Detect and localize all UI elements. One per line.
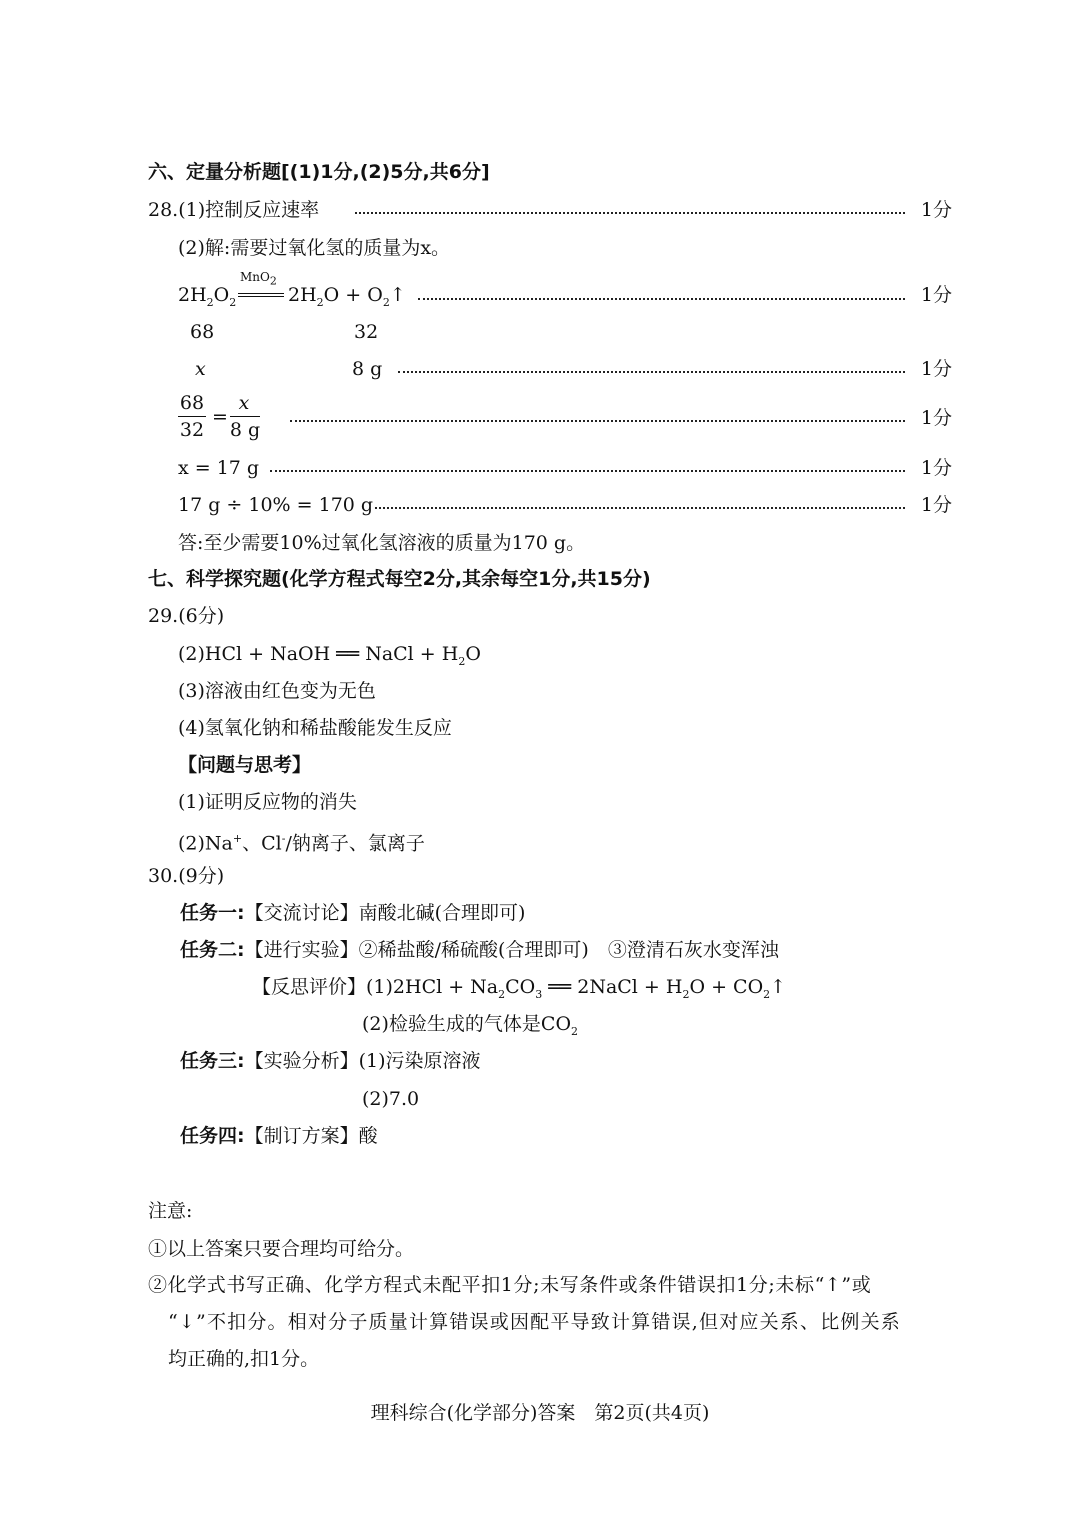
page-footer: 理科综合(化学部分)答案 第2页(共4页) (370, 1402, 710, 1424)
calculation: 17 g ÷ 10% = 170 g (178, 494, 374, 516)
note-2-line3: 均正确的,扣1分。 (168, 1348, 320, 1370)
reflection-2: (2)检验生成的气体是$CO_2$ (362, 1013, 579, 1038)
fraction-bar (178, 416, 206, 417)
mass-32: 32 (354, 321, 379, 343)
mass-68: 68 (190, 321, 215, 343)
task4: 任务四:【制订方案】酸 (180, 1125, 378, 1147)
reflection-1: 【反思评价】$(1)2HCl + Na_2CO_3$ ══ 2NaCl + $H_2O$ + $CO_2↑$ (252, 976, 787, 1001)
task3-2: (2)7.0 (362, 1088, 420, 1110)
q29-2: (2)HCl + NaOH ══ NaCl + $H_2O$ (178, 643, 481, 668)
score-3: 1分 (920, 358, 952, 380)
score-5: 1分 (920, 457, 952, 479)
section6-heading: 六、定量分析题[(1)1分,(2)5分,共6分] (148, 161, 490, 183)
note-2-line2: “↓”不扣分。相对分子质量计算错误或因配平导致计算错误,但对应关系、比例关系 (168, 1311, 901, 1333)
q28-part2: (2)解:需要过氧化氢的质量为x。 (178, 237, 451, 259)
think-1: (1)证明反应物的消失 (178, 791, 357, 813)
leader-dots (290, 420, 905, 422)
catalyst-label: MnO$_2$ (240, 270, 277, 288)
leader-dots (398, 371, 905, 373)
leader-dots (270, 470, 905, 472)
score-2: 1分 (920, 284, 952, 306)
reaction-equation (178, 282, 236, 316)
task1: 任务一:【交流讨论】南酸北碱(合理即可) (180, 902, 526, 924)
think-2: (2)Na+、Cl-/钠离子、氯离子 (178, 832, 425, 855)
leader-dots (418, 298, 905, 300)
task2-label: 任务二: (180, 939, 245, 961)
products: $2H_2O$ + $O_2↑$ (288, 284, 406, 309)
task2: 任务二:【进行实验】②稀盐酸/稀硫酸(合理即可) ③澄清石灰水变浑浊 (180, 939, 779, 961)
q28-part1: 28.(1)控制反应速率 (148, 199, 320, 221)
fraction-left-numerator: 68 (179, 392, 205, 414)
gas-arrow: ↑ (389, 284, 406, 306)
leader-dots (375, 507, 905, 509)
reaction-equals (238, 293, 284, 297)
score-4: 1分 (920, 407, 952, 429)
task3: 任务三:【实验分析】(1)污染原溶液 (180, 1050, 481, 1072)
variable-x: x (195, 358, 206, 380)
fraction-left-denominator: 32 (179, 419, 205, 441)
note-1: ①以上答案只要合理均可给分。 (148, 1238, 415, 1260)
reactant: $2H_2O_2$ (178, 284, 237, 309)
answer-statement: 答:至少需要10%过氧化氢溶液的质量为170 g。 (178, 532, 586, 554)
note-2-line1: ②化学式书写正确、化学方程式未配平扣1分;未写条件或条件错误扣1分;未标“↑”或 (148, 1274, 872, 1296)
score-1: 1分 (920, 199, 952, 221)
think-heading: 【问题与思考】 (178, 754, 312, 776)
q29-title: 29.(6分) (148, 605, 225, 627)
fraction-bar (230, 416, 260, 417)
q29-3: (3)溶液由红色变为无色 (178, 680, 376, 702)
task4-label: 任务四: (180, 1125, 245, 1147)
fraction-right-denominator: 8 g (229, 419, 261, 441)
fraction-equals: = (212, 406, 228, 428)
mass-8g: 8 g (352, 358, 383, 380)
task1-label: 任务一: (180, 902, 245, 924)
q29-4: (4)氢氧化钠和稀盐酸能发生反应 (178, 717, 452, 739)
notes-heading: 注意: (148, 1200, 193, 1222)
section7-heading: 七、科学探究题(化学方程式每空2分,其余每空1分,共15分) (148, 568, 651, 590)
leader-dots (355, 212, 905, 214)
q30-title: 30.(9分) (148, 865, 225, 887)
fraction-right-numerator: x (238, 392, 250, 414)
score-6: 1分 (920, 494, 952, 516)
x-result: x = 17 g (178, 457, 260, 479)
task3-label: 任务三: (180, 1050, 245, 1072)
